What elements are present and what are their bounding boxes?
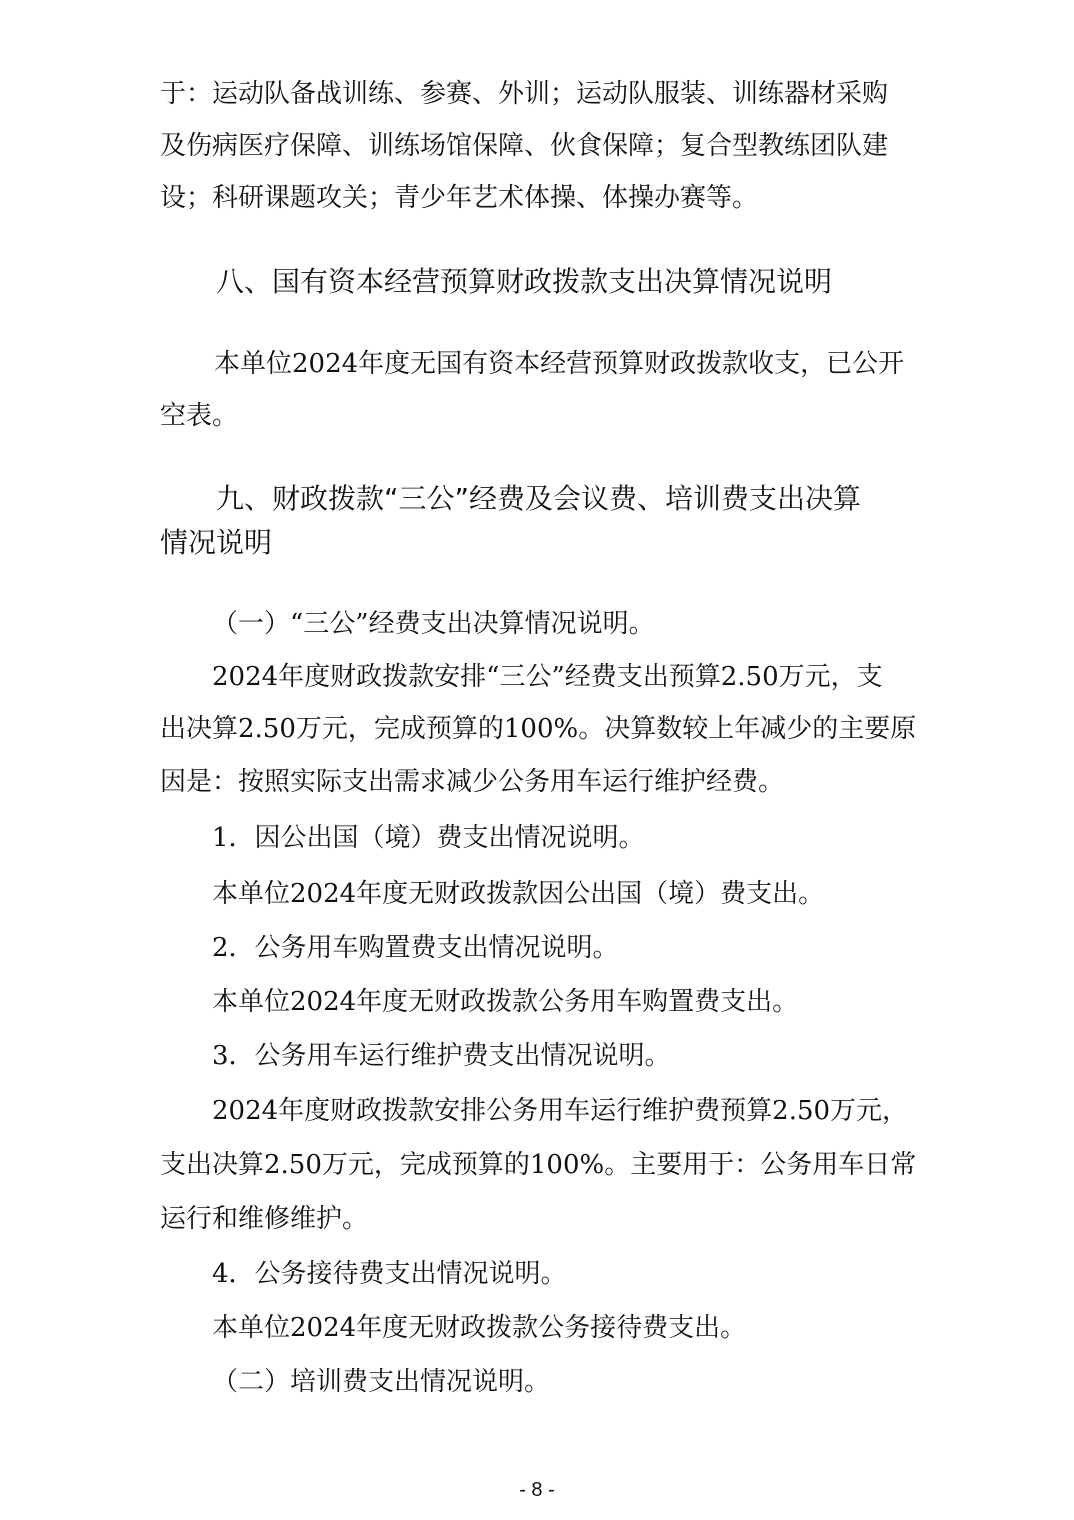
item-heading-4: 4．公务接待费支出情况说明。 bbox=[212, 1259, 567, 1289]
body-line-18: 2024年度财政拨款安排公务用车运行维护费预算2.50万元， bbox=[212, 1096, 909, 1126]
subsection-heading-2: （二）培训费支出情况说明。 bbox=[212, 1367, 551, 1397]
body-line-5: 本单位2024年度无国有资本经营预算财政拨款收支，已公开 bbox=[214, 349, 905, 379]
section-heading-9: 九、财政拨款“三公”经费及会议费、培训费支出决算 bbox=[216, 482, 862, 515]
page-number: - 8 - bbox=[519, 1479, 555, 1501]
body-line-6: 空表。 bbox=[160, 401, 239, 431]
section-heading-9-cont: 情况说明 bbox=[160, 526, 273, 559]
item-heading-1: 1．因公出国（境）费支出情况说明。 bbox=[212, 823, 645, 853]
section-heading-8: 八、国有资本经营预算财政拨款支出决算情况说明 bbox=[216, 265, 833, 298]
body-line-2: 及伤病医疗保障、训练场馆保障、伙食保障；复合型教练团队建 bbox=[160, 131, 889, 161]
body-line-22: 本单位2024年度无财政拨款公务接待费支出。 bbox=[212, 1313, 747, 1343]
body-line-20: 运行和维修维护。 bbox=[160, 1204, 369, 1234]
body-line-19: 支出决算2.50万元，完成预算的100%。主要用于：公务用车日常 bbox=[160, 1150, 917, 1180]
body-line-3: 设；科研课题攻关；青少年艺术体操、体操办赛等。 bbox=[160, 183, 759, 213]
body-line-10: 2024年度财政拨款安排“三公”经费支出预算2.50万元，支 bbox=[212, 662, 883, 692]
body-line-12: 因是：按照实际支出需求减少公务用车运行维护经费。 bbox=[160, 767, 785, 797]
item-heading-3: 3．公务用车运行维护费支出情况说明。 bbox=[212, 1041, 671, 1071]
body-line-14: 本单位2024年度无财政拨款因公出国（境）费支出。 bbox=[212, 879, 825, 909]
body-line-1: 于：运动队备战训练、参赛、外训；运动队服装、训练器材采购 bbox=[160, 79, 889, 109]
subsection-heading-1: （一）“三公”经费支出决算情况说明。 bbox=[212, 609, 655, 639]
item-heading-2: 2．公务用车购置费支出情况说明。 bbox=[212, 933, 619, 963]
body-line-11: 出决算2.50万元，完成预算的100%。决算数较上年减少的主要原 bbox=[160, 714, 917, 744]
body-line-16: 本单位2024年度无财政拨款公务用车购置费支出。 bbox=[212, 987, 799, 1017]
